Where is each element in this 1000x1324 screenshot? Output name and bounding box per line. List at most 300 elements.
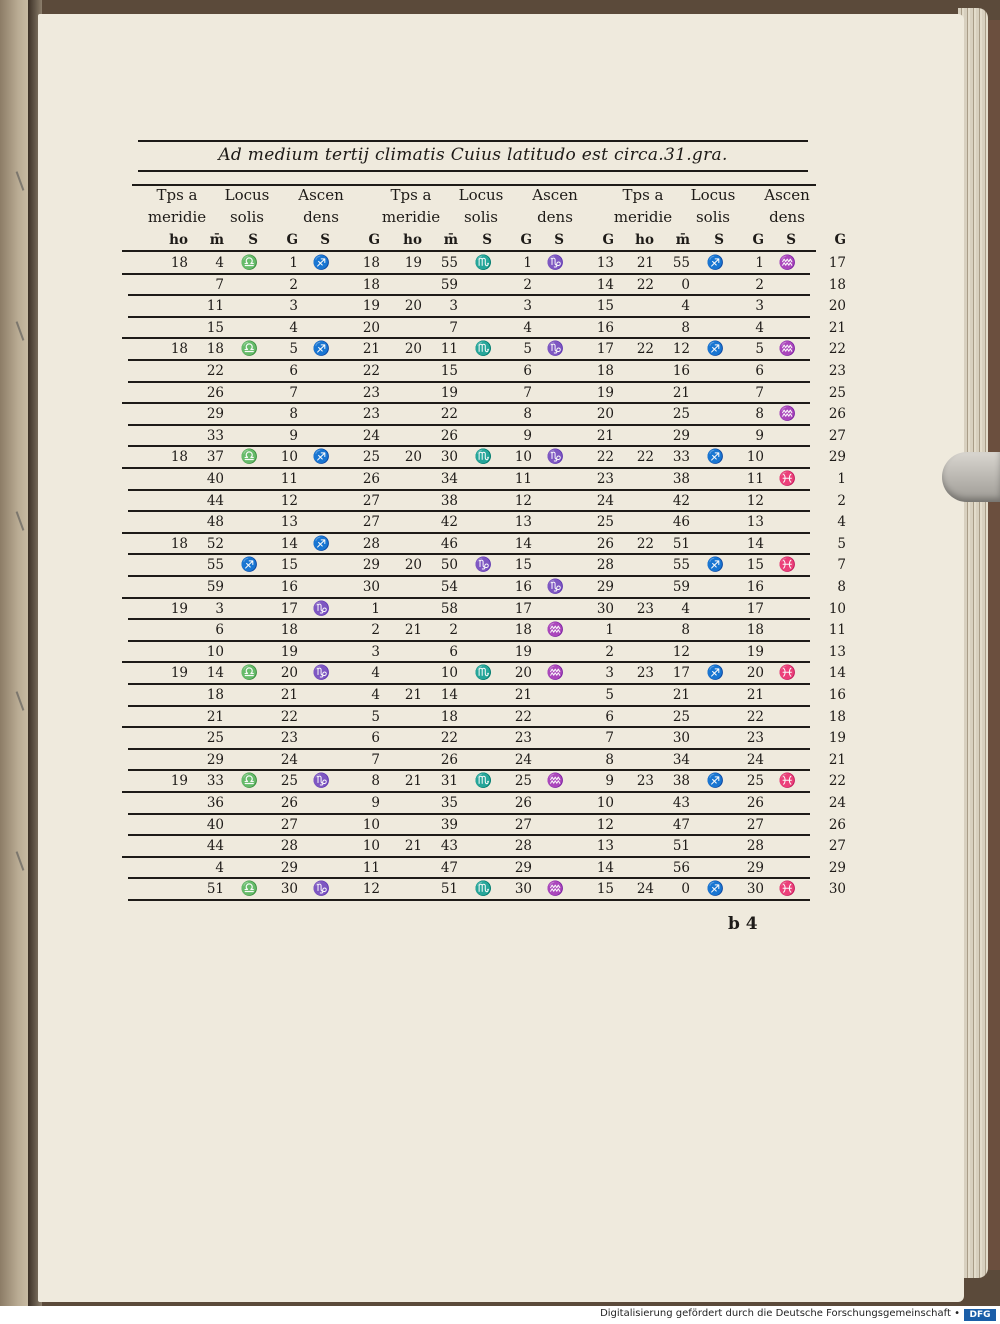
table-cell: 24 (828, 795, 846, 811)
table-cell: 4 (371, 687, 380, 703)
table-cell: 22 (362, 363, 380, 379)
table-rule (128, 381, 810, 383)
header-label: dens (537, 208, 573, 226)
table-cell: 3 (215, 600, 224, 617)
dfg-logo: DFG (964, 1309, 996, 1321)
table-rule (128, 877, 810, 879)
zodiac-sign-icon: ♑ (312, 881, 330, 898)
table-cell: 18 (170, 341, 188, 358)
header-label: Ascen (764, 186, 810, 204)
table-cell: 28 (596, 557, 614, 574)
zodiac-sign-icon: ♐ (312, 341, 330, 358)
table-cell: 11 (206, 298, 224, 315)
table-cell: 47 (672, 816, 690, 833)
table-cell: 22 (206, 363, 224, 379)
table-cell: 4 (215, 859, 224, 876)
table-cell: 19 (514, 643, 532, 660)
table-rule (122, 856, 810, 858)
table-rule (122, 337, 810, 339)
table-cell: 15 (746, 557, 764, 574)
table-cell: 43 (672, 795, 690, 811)
table-cell: 11 (280, 471, 298, 487)
table-cell: 37 (206, 449, 224, 466)
zodiac-sign-icon: ♐ (312, 535, 330, 552)
table-cell: 13 (280, 514, 298, 531)
table-cell: 2 (371, 622, 380, 639)
table-cell: 5 (605, 687, 614, 703)
table-cell: 27 (362, 514, 380, 531)
table-cell: 16 (828, 687, 846, 703)
table-cell: 13 (596, 255, 614, 271)
table-cell: 26 (440, 751, 458, 768)
table-cell: 14 (206, 665, 224, 682)
table-cell: 14 (280, 535, 298, 552)
table-cell: 6 (371, 730, 380, 747)
table-cell: 20 (514, 665, 532, 682)
table-rule (128, 705, 810, 707)
table-cell: 21 (514, 687, 532, 703)
zodiac-sign-icon: ♐ (312, 255, 330, 271)
table-cell: 24 (280, 751, 298, 768)
table-cell: 16 (672, 363, 690, 379)
table-rule (128, 834, 810, 836)
table-cell: 34 (672, 751, 690, 768)
table-cell: 12 (596, 816, 614, 833)
table-cell: 19 (596, 384, 614, 401)
table-cell: 22 (596, 449, 614, 466)
table-cell: 24 (362, 427, 380, 444)
table-cell: 10 (440, 665, 458, 682)
table-cell: 21 (672, 687, 690, 703)
table-cell: 12 (672, 643, 690, 660)
table-cell: 29 (514, 859, 532, 876)
unit-label: m̄ (209, 232, 224, 248)
unit-label: S (482, 232, 492, 248)
header-label: dens (769, 208, 805, 226)
table-cell: 20 (362, 319, 380, 336)
zodiac-sign-icon: ♓ (778, 557, 796, 574)
table-cell: 7 (523, 384, 532, 401)
zodiac-sign-icon: ♐ (312, 449, 330, 466)
table-cell: 44 (206, 838, 224, 855)
table-cell: 30 (596, 600, 614, 617)
table-cell: 8 (523, 406, 532, 423)
table-cell: 27 (828, 427, 846, 444)
table-cell: 23 (746, 730, 764, 747)
table-cell: 3 (289, 298, 298, 315)
header-label: Locus (224, 186, 270, 204)
table-cell: 31 (440, 773, 458, 790)
table-cell: 14 (440, 687, 458, 703)
table-cell: 8 (371, 773, 380, 790)
table-cell: 21 (280, 687, 298, 703)
table-cell: 18 (206, 687, 224, 703)
table-cell: 59 (672, 579, 690, 595)
table-cell: 17 (596, 341, 614, 358)
table-cell: 29 (596, 579, 614, 595)
table-cell: 4 (681, 298, 690, 315)
table-cell: 18 (362, 255, 380, 271)
table-rule (128, 359, 810, 361)
table-cell: 42 (672, 492, 690, 509)
table-cell: 14 (514, 535, 532, 552)
table-cell: 52 (206, 535, 224, 552)
table-cell: 43 (440, 838, 458, 855)
table-cell: 12 (746, 492, 764, 509)
table-cell: 18 (514, 622, 532, 639)
zodiac-sign-icon: ♑ (546, 255, 564, 271)
table-cell: 1 (605, 622, 614, 639)
table-cell: 22 (440, 730, 458, 747)
header-label: Tps a (622, 186, 664, 204)
zodiac-sign-icon: ♑ (312, 773, 330, 790)
table-cell: 14 (828, 665, 846, 682)
table-cell: 15 (596, 881, 614, 898)
table-cell: 7 (371, 751, 380, 768)
table-cell: 22 (514, 708, 532, 725)
table-cell: 22 (440, 406, 458, 423)
table-cell: 28 (746, 838, 764, 855)
zodiac-sign-icon: ♐ (706, 557, 724, 574)
table-cell: 3 (449, 298, 458, 315)
header-label: Locus (458, 186, 504, 204)
table-cell: 21 (206, 708, 224, 725)
table-cell: 6 (289, 363, 298, 379)
table-cell: 2 (605, 643, 614, 660)
unit-label: m̄ (675, 232, 690, 248)
table-rule (128, 510, 810, 512)
table-cell: 55 (206, 557, 224, 574)
table-cell: 59 (440, 276, 458, 293)
table-rule (128, 445, 810, 447)
zodiac-sign-icon: ♐ (706, 255, 724, 271)
zodiac-sign-icon: ♐ (240, 557, 258, 574)
header-label: solis (695, 208, 731, 226)
table-cell: 5 (755, 341, 764, 358)
table-cell: 33 (672, 449, 690, 466)
table-cell: 23 (362, 384, 380, 401)
table-cell: 19 (170, 665, 188, 682)
zodiac-sign-icon: ♓ (778, 881, 796, 898)
unit-label: m̄ (443, 232, 458, 248)
table-cell: 19 (828, 730, 846, 747)
unit-label: G (834, 232, 846, 248)
table-cell: 10 (828, 600, 846, 617)
table-cell: 5 (289, 341, 298, 358)
table-cell: 25 (596, 514, 614, 531)
table-cell: 3 (755, 298, 764, 315)
table-cell: 11 (746, 471, 764, 487)
table-cell: 21 (404, 622, 422, 639)
table-cell: 26 (440, 427, 458, 444)
header-label: solis (463, 208, 499, 226)
table-cell: 21 (746, 687, 764, 703)
zodiac-sign-icon: ♒ (778, 406, 796, 423)
zodiac-sign-icon: ♑ (312, 665, 330, 682)
table-cell: 14 (596, 276, 614, 293)
table-cell: 10 (362, 838, 380, 855)
table-cell: 10 (514, 449, 532, 466)
table-cell: 25 (514, 773, 532, 790)
table-cell: 18 (746, 622, 764, 639)
table-cell: 48 (206, 514, 224, 531)
unit-label: S (554, 232, 564, 248)
table-cell: 55 (672, 557, 690, 574)
table-cell: 23 (362, 406, 380, 423)
table-cell: 24 (636, 881, 654, 898)
zodiac-sign-icon: ♒ (778, 255, 796, 271)
footer-bar (0, 1306, 1000, 1324)
table-cell: 10 (596, 795, 614, 811)
table-rule (122, 597, 810, 599)
table-cell: 25 (746, 773, 764, 790)
table-cell: 15 (280, 557, 298, 574)
table-cell: 29 (746, 859, 764, 876)
table-cell: 26 (280, 795, 298, 811)
table-cell: 23 (596, 471, 614, 487)
funding-credit: Digitalisierung gefördert durch die Deutsche Forschungsgemeinschaft • (600, 1308, 960, 1319)
table-cell: 54 (440, 579, 458, 595)
table-cell: 18 (440, 708, 458, 725)
zodiac-sign-icon: ♎ (240, 665, 258, 682)
table-cell: 21 (404, 838, 422, 855)
zodiac-sign-icon: ♑ (474, 557, 492, 574)
table-cell: 15 (440, 363, 458, 379)
table-cell: 55 (440, 255, 458, 271)
table-cell: 27 (362, 492, 380, 509)
table-cell: 21 (362, 341, 380, 358)
table-cell: 13 (596, 838, 614, 855)
table-cell: 18 (280, 622, 298, 639)
table-cell: 4 (755, 319, 764, 336)
unit-label: ho (169, 232, 188, 248)
table-cell: 40 (206, 816, 224, 833)
table-cell: 2 (755, 276, 764, 293)
table-cell: 26 (746, 795, 764, 811)
table-cell: 36 (206, 795, 224, 811)
table-cell: 29 (828, 449, 846, 466)
table-cell: 9 (371, 795, 380, 811)
table-cell: 22 (828, 773, 846, 790)
table-cell: 25 (672, 406, 690, 423)
table-cell: 19 (440, 384, 458, 401)
unit-label: G (752, 232, 764, 248)
zodiac-sign-icon: ♐ (706, 665, 724, 682)
table-cell: 9 (523, 427, 532, 444)
table-cell: 18 (170, 255, 188, 271)
table-cell: 30 (280, 881, 298, 898)
table-cell: 13 (828, 643, 846, 660)
unit-label: G (520, 232, 532, 248)
table-cell: 26 (206, 384, 224, 401)
table-rule (128, 575, 810, 577)
table-cell: 27 (280, 816, 298, 833)
table-cell: 4 (371, 665, 380, 682)
table-cell: 6 (755, 363, 764, 379)
table-cell: 11 (828, 622, 846, 639)
zodiac-sign-icon: ♑ (546, 341, 564, 358)
table-cell: 3 (523, 298, 532, 315)
table-cell: 38 (440, 492, 458, 509)
table-cell: 44 (206, 492, 224, 509)
unit-label: G (286, 232, 298, 248)
table-cell: 17 (514, 600, 532, 617)
table-cell: 20 (280, 665, 298, 682)
table-cell: 33 (206, 427, 224, 444)
table-cell: 15 (596, 298, 614, 315)
table-cell: 38 (672, 471, 690, 487)
zodiac-sign-icon: ♑ (546, 449, 564, 466)
table-cell: 29 (362, 557, 380, 574)
table-cell: 23 (636, 773, 654, 790)
table-cell: 11 (362, 859, 380, 876)
table-cell: 13 (746, 514, 764, 531)
table-cell: 20 (596, 406, 614, 423)
table-cell: 38 (672, 773, 690, 790)
table-cell: 26 (596, 535, 614, 552)
zodiac-sign-icon: ♏ (474, 341, 492, 358)
table-cell: 21 (404, 687, 422, 703)
table-cell: 23 (514, 730, 532, 747)
table-cell: 46 (440, 535, 458, 552)
table-cell: 30 (746, 881, 764, 898)
table-rule (128, 424, 810, 426)
page-clip (942, 452, 1000, 502)
table-cell: 2 (523, 276, 532, 293)
table-cell: 18 (828, 708, 846, 725)
table-cell: 8 (837, 579, 846, 595)
table-cell: 12 (514, 492, 532, 509)
table-cell: 6 (449, 643, 458, 660)
table-cell: 10 (362, 816, 380, 833)
zodiac-sign-icon: ♐ (706, 449, 724, 466)
header-label: meridie (381, 208, 441, 226)
table-cell: 28 (514, 838, 532, 855)
header-label: Ascen (532, 186, 578, 204)
table-cell: 1 (837, 471, 846, 487)
table-cell: 22 (746, 708, 764, 725)
table-rule (128, 813, 810, 815)
zodiac-sign-icon: ♓ (778, 471, 796, 487)
table-cell: 23 (636, 600, 654, 617)
table-cell: 11 (514, 471, 532, 487)
table-cell: 18 (362, 276, 380, 293)
table-rule (122, 467, 810, 469)
table-cell: 26 (828, 816, 846, 833)
table-cell: 5 (523, 341, 532, 358)
zodiac-sign-icon: ♏ (474, 665, 492, 682)
header-label: dens (303, 208, 339, 226)
table-cell: 7 (755, 384, 764, 401)
table-cell: 8 (755, 406, 764, 423)
table-cell: 7 (837, 557, 846, 574)
table-cell: 20 (404, 341, 422, 358)
table-cell: 59 (206, 579, 224, 595)
table-cell: 22 (280, 708, 298, 725)
unit-label: S (786, 232, 796, 248)
table-cell: 2 (289, 276, 298, 293)
table-cell: 12 (280, 492, 298, 509)
table-cell: 26 (828, 406, 846, 423)
zodiac-sign-icon: ♒ (546, 881, 564, 898)
table-cell: 26 (514, 795, 532, 811)
table-cell: 1 (755, 255, 764, 271)
table-cell: 23 (636, 665, 654, 682)
zodiac-sign-icon: ♐ (706, 773, 724, 790)
table-cell: 30 (362, 579, 380, 595)
table-cell: 19 (362, 298, 380, 315)
table-rule (128, 683, 810, 685)
table-cell: 29 (206, 751, 224, 768)
table-cell: 16 (514, 579, 532, 595)
table-cell: 22 (636, 535, 654, 552)
table-cell: 23 (280, 730, 298, 747)
table-cell: 20 (828, 298, 846, 315)
unit-label: G (602, 232, 614, 248)
unit-label: ho (403, 232, 422, 248)
zodiac-sign-icon: ♓ (778, 665, 796, 682)
zodiac-sign-icon: ♓ (778, 773, 796, 790)
table-cell: 11 (440, 341, 458, 358)
table-cell: 46 (672, 514, 690, 531)
table-cell: 15 (206, 319, 224, 336)
unit-label: ho (635, 232, 654, 248)
table-cell: 51 (672, 838, 690, 855)
table-cell: 40 (206, 471, 224, 487)
table-rule (122, 661, 810, 663)
table-cell: 25 (206, 730, 224, 747)
table-cell: 34 (440, 471, 458, 487)
table-cell: 19 (404, 255, 422, 271)
table-cell: 25 (280, 773, 298, 790)
unit-label: S (248, 232, 258, 248)
table-cell: 20 (404, 298, 422, 315)
table-cell: 8 (681, 622, 690, 639)
table-rule (128, 294, 810, 296)
zodiac-sign-icon: ♑ (312, 600, 330, 617)
signature-mark: b 4 (728, 914, 758, 934)
table-cell: 18 (596, 363, 614, 379)
table-cell: 4 (215, 255, 224, 271)
table-rule (122, 791, 810, 793)
table-cell: 5 (371, 708, 380, 725)
table-cell: 29 (672, 427, 690, 444)
header-label: solis (229, 208, 265, 226)
table-cell: 14 (596, 859, 614, 876)
table-cell: 3 (605, 665, 614, 682)
table-cell: 51 (672, 535, 690, 552)
table-cell: 29 (280, 859, 298, 876)
table-rule (122, 402, 810, 404)
table-cell: 24 (514, 751, 532, 768)
table-cell: 22 (636, 341, 654, 358)
table-title-block (138, 140, 808, 174)
unit-label: S (714, 232, 724, 248)
table-rule (128, 553, 810, 555)
header-label: meridie (147, 208, 207, 226)
table-cell: 20 (746, 665, 764, 682)
header-label: Tps a (390, 186, 432, 204)
table-cell: 39 (440, 816, 458, 833)
table-cell: 8 (289, 406, 298, 423)
table-cell: 21 (828, 751, 846, 768)
table-cell: 21 (596, 427, 614, 444)
zodiac-sign-icon: ♐ (706, 341, 724, 358)
table-rule (128, 316, 810, 318)
table-cell: 18 (828, 276, 846, 293)
table-cell: 29 (206, 406, 224, 423)
table-title: Ad medium tertij climatis Cuius latitudo est circa.31.gra. (218, 145, 728, 165)
